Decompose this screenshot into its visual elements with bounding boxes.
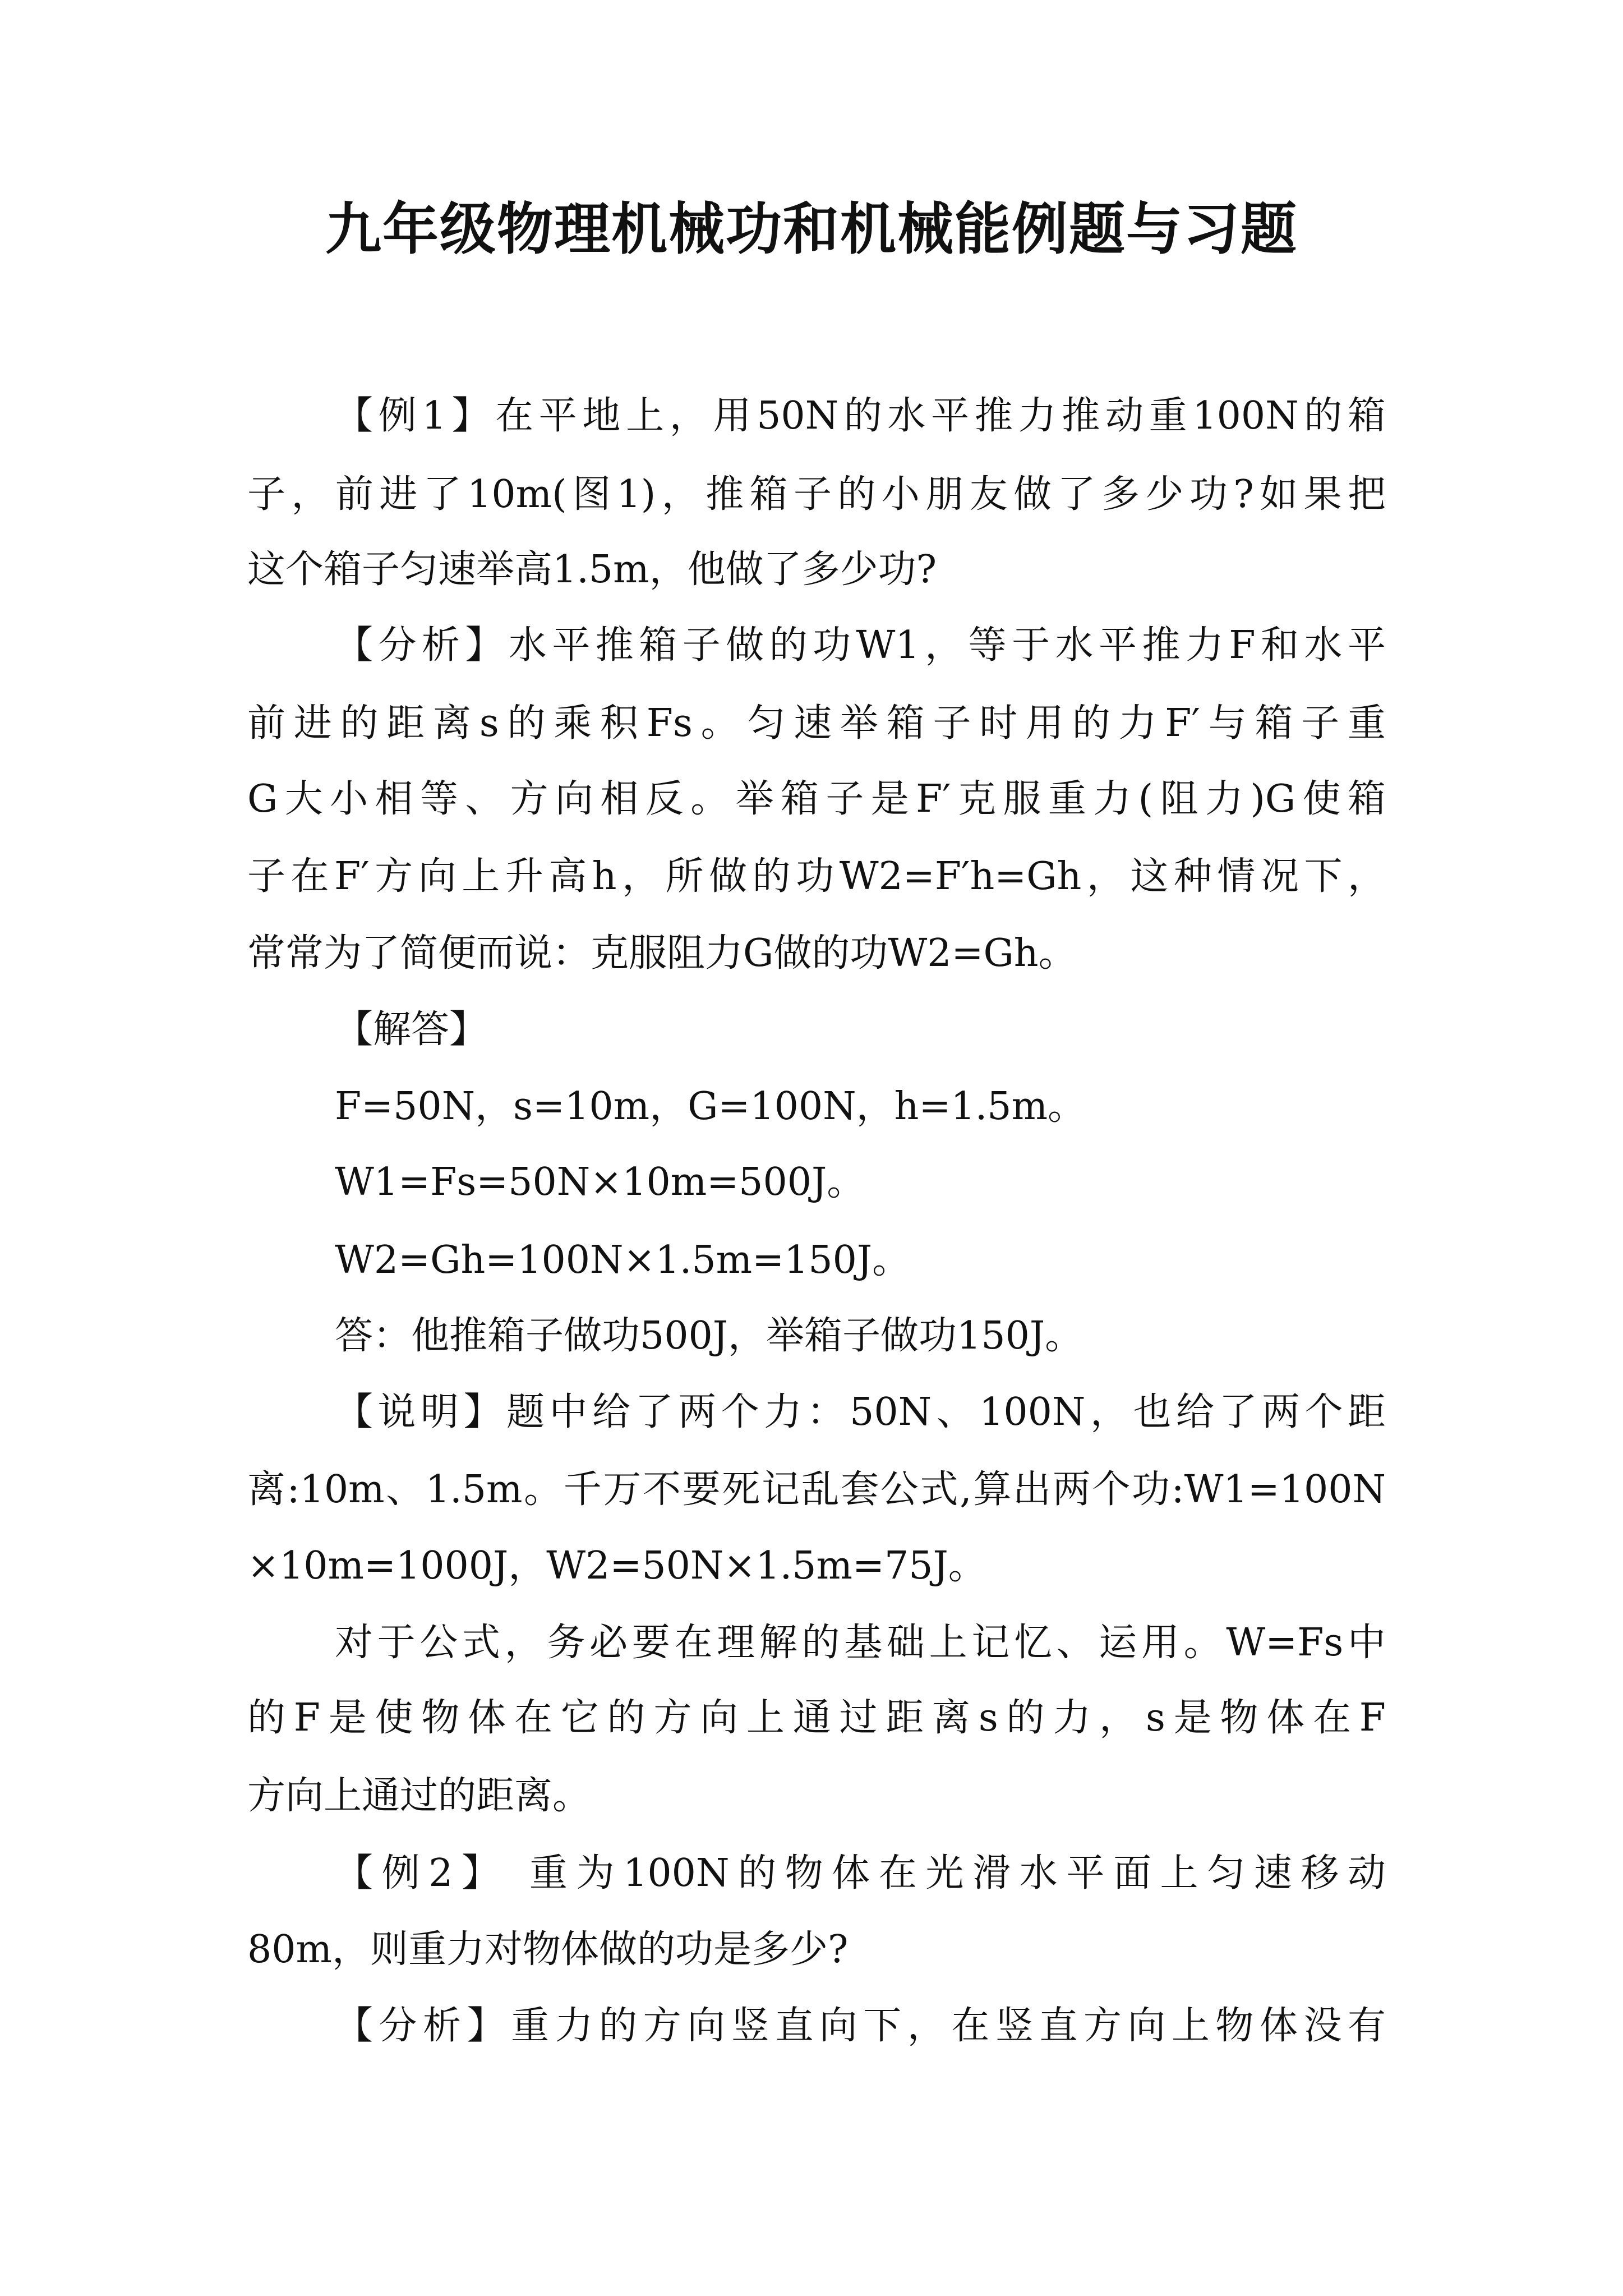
paragraph-line: 80m，则重力对物体做的功是多少?	[247, 1927, 849, 1972]
paragraph-line: 前进的距离s的乘积Fs。匀速举箱子时用的力F′与箱子重	[247, 701, 1386, 746]
paragraph-line: 的F是使物体在它的方向上通过距离s的力，s是物体在F	[247, 1696, 1386, 1740]
paragraph-line: 子在F′方向上升高h，所做的功W2=F′h=Gh，这种情况下，	[247, 854, 1386, 899]
paragraph-line: W1=Fs=50N×10m=500J。	[335, 1160, 865, 1204]
paragraph-line: 【解答】	[335, 1007, 488, 1052]
paragraph-line: 子，前进了10m(图1)，推箱子的小朋友做了多少功?如果把	[247, 472, 1386, 517]
paragraph-line: 答：他推箱子做功500J，举箱子做功150J。	[335, 1314, 1083, 1358]
document-title: 九年级物理机械功和机械能例题与习题	[325, 196, 1298, 262]
paragraph-line: 这个箱子匀速举高1.5m，他做了多少功?	[247, 547, 937, 592]
paragraph-line: 【分析】重力的方向竖直向下，在竖直方向上物体没有	[335, 2004, 1386, 2048]
paragraph-line: ×10m=1000J，W2=50N×1.5m=75J。	[247, 1544, 986, 1588]
paragraph-line: G大小相等、方向相反。举箱子是F′克服重力(阻力)G使箱	[247, 777, 1386, 821]
paragraph-line: 常常为了简便而说：克服阻力G做的功W2=Gh。	[247, 931, 1077, 976]
paragraph-line: 【分析】水平推箱子做的功W1，等于水平推力F和水平	[335, 623, 1386, 668]
paragraph-line: 对于公式，务必要在理解的基础上记忆、运用。W=Fs中	[335, 1621, 1386, 1665]
paragraph-line: 【例1】在平地上，用50N的水平推力推动重100N的箱	[335, 394, 1386, 438]
paragraph-line: W2=Gh=100N×1.5m=150J。	[335, 1238, 911, 1282]
paragraph-line: 【例2】 重为100N的物体在光滑水平面上匀速移动	[335, 1851, 1386, 1895]
paragraph-line: 【说明】题中给了两个力：50N、100N，也给了两个距	[335, 1390, 1386, 1434]
paragraph-line: 离:10m、1.5m。千万不要死记乱套公式,算出两个功:W1=100N	[247, 1467, 1386, 1512]
paragraph-line: F=50N，s=10m，G=100N，h=1.5m。	[335, 1084, 1086, 1129]
paragraph-line: 方向上通过的距离。	[247, 1774, 591, 1818]
